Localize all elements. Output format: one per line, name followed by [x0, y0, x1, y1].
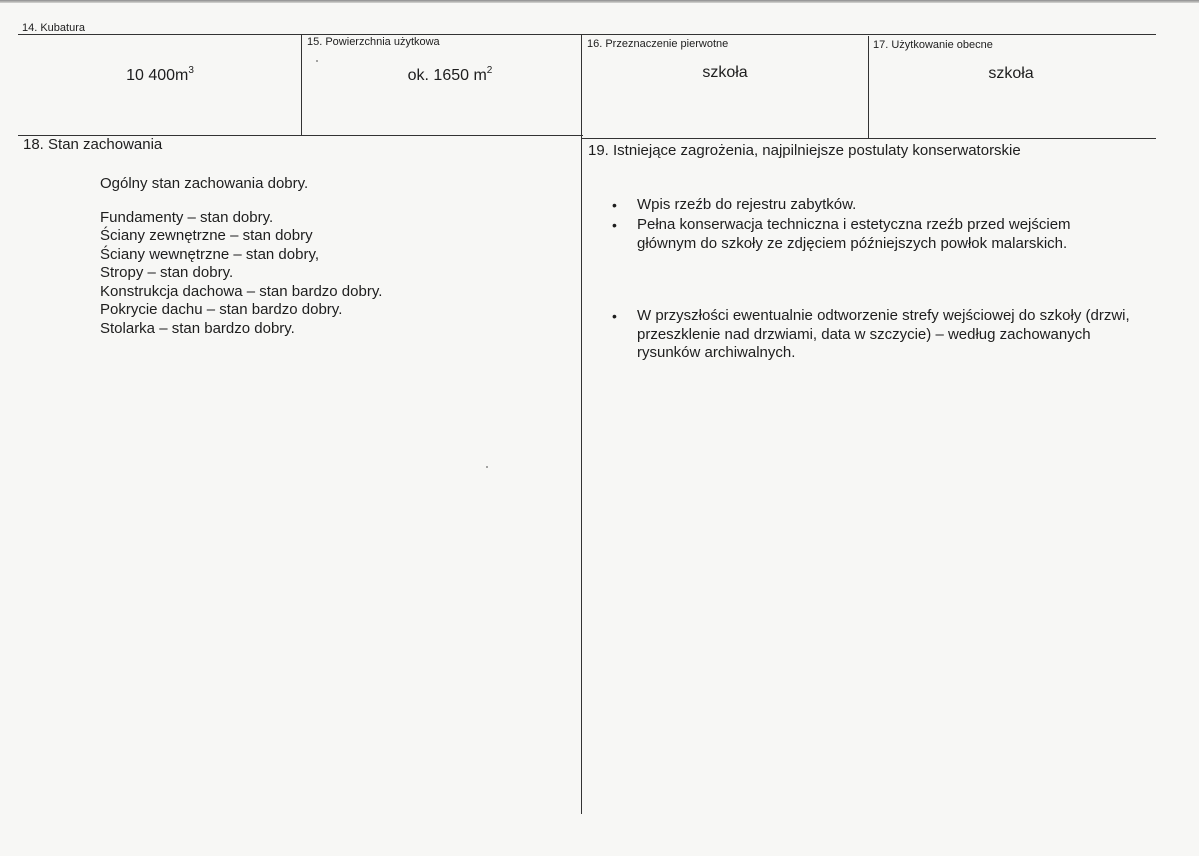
column-divider-1	[301, 34, 302, 136]
stan-item-stropy: Stropy – stan dobry.	[100, 264, 234, 281]
uzytkowanie-label: 17. Użytkowanie obecne	[873, 39, 993, 51]
kubatura-label: 14. Kubatura	[22, 22, 85, 34]
zagrozenia-title: 19. Istniejące zagrożenia, najpilniejsze postulaty konserwatorskie	[588, 142, 1021, 159]
section-divider-right	[582, 138, 1156, 139]
stan-zachowania-summary: Ogólny stan zachowania dobry.	[100, 175, 309, 192]
bullet-icon: •	[612, 217, 617, 233]
kubatura-value-text: 10 400m	[126, 67, 189, 84]
bullet-3-line-1: W przyszłości ewentualnie odtworzenie strefy wejściowej do szkoły (drzwi,	[637, 307, 1130, 324]
column-divider-2	[581, 34, 582, 814]
uzytkowanie-value: szkoła	[988, 65, 1034, 82]
scan-speck	[486, 466, 488, 468]
powierzchnia-value-text: ok. 1650 m	[407, 67, 487, 84]
stan-item-konstrukcja-dachowa: Konstrukcja dachowa – stan bardzo dobry.	[100, 282, 383, 300]
bullet-2-line-2: głównym do szkoły ze zdjęciem późniejszych powłok malarskich.	[637, 234, 1068, 252]
bullet-3-line-2: przeszklenie nad drzwiami, data w szczycie) – według zachowanych	[637, 325, 1091, 343]
przeznaczenie-value: szkoła	[702, 64, 748, 81]
kubatura-unit-exponent: 3	[188, 65, 194, 76]
powierzchnia-unit-exponent: 2	[486, 65, 493, 76]
scan-speck	[316, 60, 318, 62]
bullet-text	[637, 307, 1157, 363]
bullet-2-line-1: Pełna konserwacja techniczna i estetyczna rzeźb przed wejściem	[637, 216, 1071, 233]
przeznaczenie-label: 16. Przeznaczenie pierwotne	[587, 38, 729, 50]
powierzchnia-value	[380, 62, 520, 85]
kubatura-value	[100, 62, 220, 85]
bullet-icon: •	[612, 308, 617, 324]
bullet-3-line-3: rysunków archiwalnych.	[637, 344, 796, 361]
stan-zachowania-title: 18. Stan zachowania	[23, 136, 163, 153]
bullet-icon: •	[612, 197, 617, 213]
powierzchnia-label: 15. Powierzchnia użytkowa	[307, 36, 440, 48]
stan-item-pokrycie-dachu: Pokrycie dachu – stan bardzo dobry.	[100, 301, 343, 318]
bullet-1-line-1: Wpis rzeźb do rejestru zabytków.	[637, 196, 857, 213]
stan-item-sciany-wewnetrzne: Ściany wewnętrzne – stan dobry,	[100, 245, 320, 263]
stan-zachowania-content	[100, 175, 382, 338]
stan-item-stolarka: Stolarka – stan bardzo dobry.	[100, 319, 295, 337]
bullet-text	[637, 196, 1157, 215]
stan-item-sciany-zewnetrzne: Ściany zewnętrzne – stan dobry	[100, 227, 313, 244]
top-border-left	[18, 34, 1156, 35]
stan-item-fundamenty: Fundamenty – stan dobry.	[100, 208, 274, 226]
scan-edge	[0, 0, 1199, 3]
column-divider-3	[868, 36, 869, 139]
bullet-text	[637, 216, 1157, 253]
paragraph-gap	[100, 194, 382, 209]
